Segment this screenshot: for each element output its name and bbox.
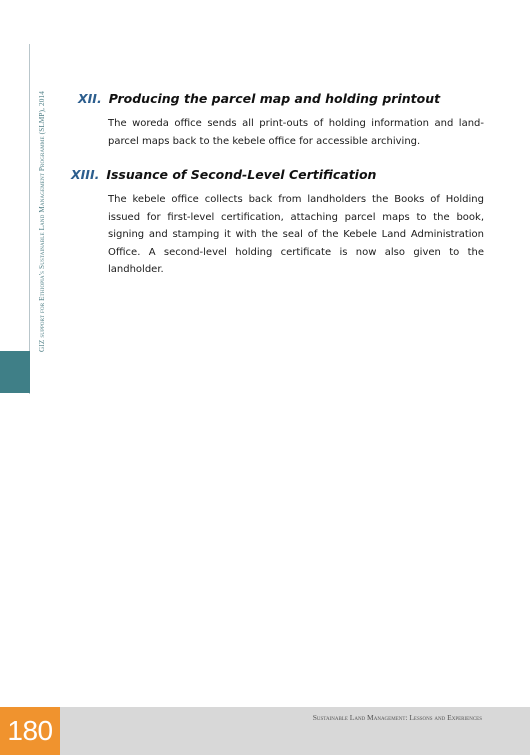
sidebar-color-block bbox=[0, 351, 30, 393]
section-heading bbox=[78, 91, 440, 106]
section-body: The kebele office collects back from landholders the Books of Holding issued for first-level certification, attaching parcel maps to the book, signing and stamping it with the seal of the Kebele Land Administration Office. A second-level holding certificate is now also given to the landholder. bbox=[108, 194, 484, 275]
section-number: XIII. bbox=[71, 167, 100, 182]
section-title: Issuance of Second-Level Certification bbox=[106, 167, 377, 182]
sidebar-rule bbox=[29, 44, 30, 394]
running-title: Sustainable Land Management: Lessons and Experiences bbox=[312, 713, 482, 722]
section-body: The woreda office sends all print-outs of holding information and land-parcel maps back to the kebele office for accessible archiving. bbox=[108, 118, 484, 147]
section-number: XII. bbox=[78, 91, 102, 106]
section-heading bbox=[71, 167, 376, 182]
page-number: 180 bbox=[7, 715, 53, 746]
sidebar-vertical-text: GIZ support for Ethiopia's Sustainable Land Management Programme (SLMP), 2014 bbox=[38, 91, 46, 352]
page-number-box bbox=[0, 707, 60, 755]
section-title: Producing the parcel map and holding printout bbox=[108, 91, 441, 106]
